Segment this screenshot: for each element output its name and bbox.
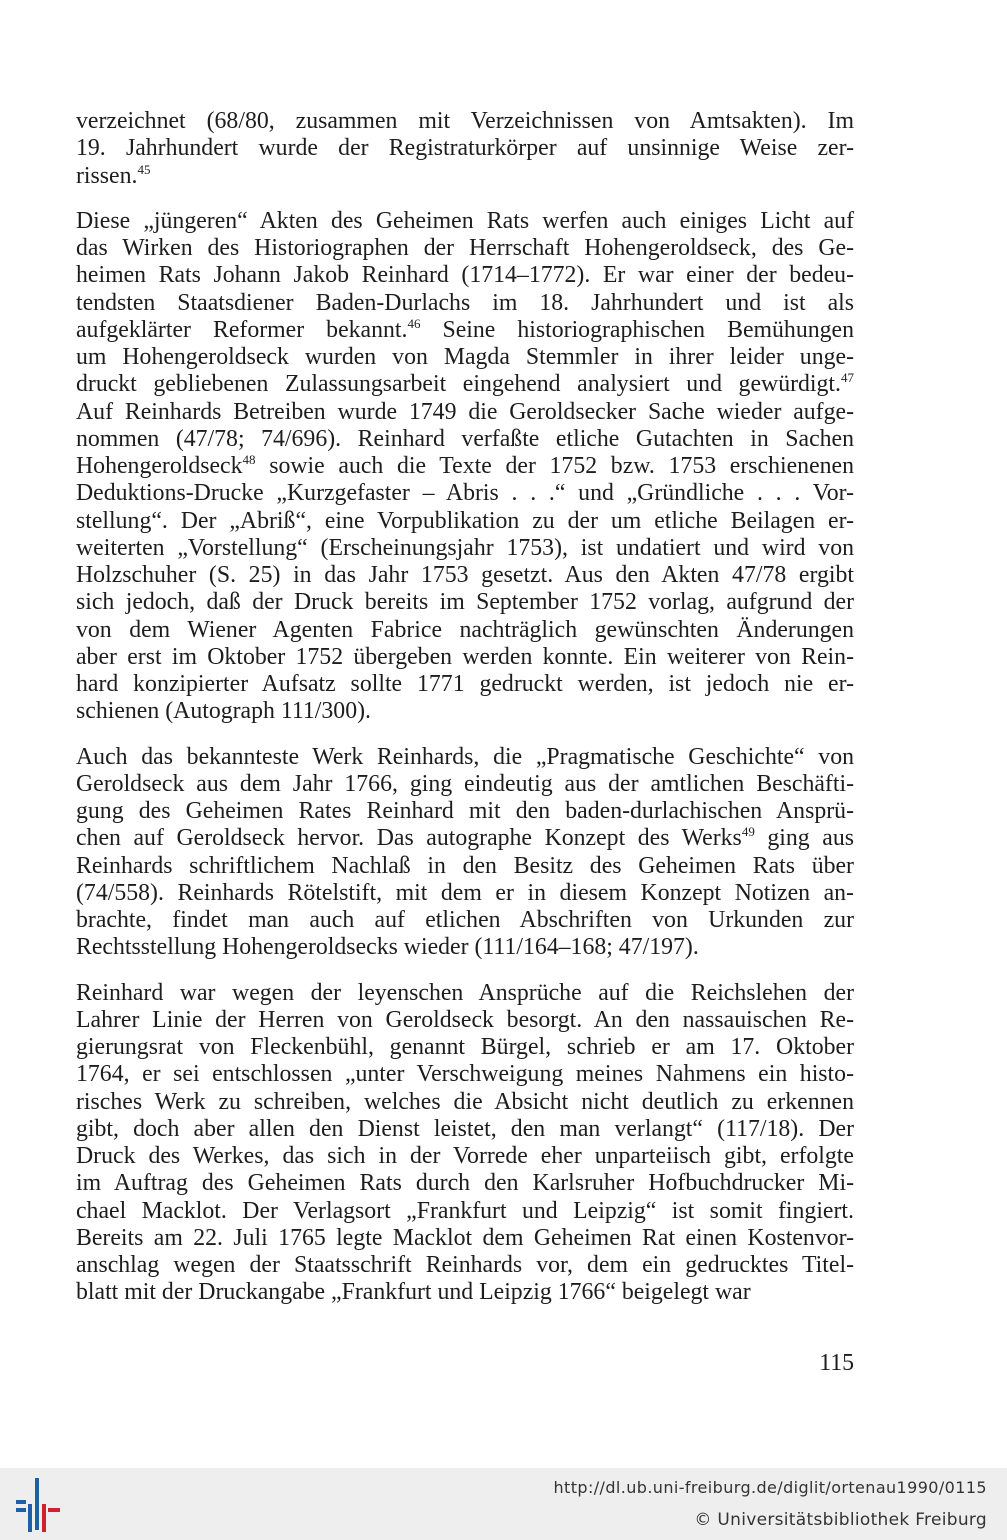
text-segment: gung des Geheimen Rates Reinhard mit den baden-durlachischen Ansprü-	[76, 798, 854, 824]
text-segment: um Hohengeroldseck wurden von Magda Stemmler in ihrer leider unge-	[76, 344, 854, 370]
text-segment: schienen (Autograph 111/300).	[76, 698, 371, 725]
page-body	[76, 108, 854, 1325]
footnote-ref: 49	[741, 824, 755, 840]
text-segment: Druck des Werkes, das sich in der Vorrede eher unparteiisch gibt, erfolgte	[76, 1143, 854, 1169]
text-line	[76, 208, 854, 235]
text-segment: heimen Rats Johann Jakob Reinhard (1714–1772). Er war einer der bedeu-	[76, 262, 854, 289]
text-segment: nommen (47/78; 74/696). Reinhard verfaßte etliche Gutachten in Sachen	[76, 425, 854, 452]
text-segment: gierungsrat von Fleckenbühl, genannt Bürgel, schrieb er am 17. Oktober	[76, 1034, 854, 1060]
text-line	[76, 290, 854, 317]
text-segment: aber erst im Oktober 1752 übergeben werden konnte. Ein weiterer von Rein-	[76, 643, 854, 670]
text-segment: das Wirken des Historiographen der Herrschaft Hohengeroldseck, des Ge-	[76, 235, 854, 261]
paragraph	[76, 208, 854, 726]
text-line	[76, 1225, 854, 1252]
text-line	[76, 317, 854, 344]
text-segment: Diese „jüngeren“ Akten des Geheimen Rats werfen auch einiges Licht auf	[76, 207, 854, 234]
text-segment: Geroldseck aus dem Jahr 1766, ging eindeutig aus der amtlichen Beschäfti-	[76, 770, 854, 797]
text-line	[76, 907, 854, 934]
text-segment: sowie auch die Texte der 1752 bzw. 1753 erschienenen	[255, 453, 854, 479]
text-line	[76, 1007, 854, 1034]
text-line	[76, 344, 854, 371]
text-segment: verzeichnet (68/80, zusammen mit Verzeichnissen von Amtsakten). Im	[76, 108, 854, 134]
text-segment: Auf Reinhards Betreiben wurde 1749 die Geroldsecker Sache wieder aufge-	[76, 398, 854, 425]
text-line	[76, 426, 854, 453]
text-line	[76, 880, 854, 907]
text-segment: Rechtsstellung Hohengeroldsecks wieder (111/164–168; 47/197).	[76, 934, 699, 961]
text-segment: Auch das bekannteste Werk Reinhards, die „Pragmatische Geschichte“ von	[76, 743, 854, 770]
text-segment: Reinhard war wegen der leyenschen Ansprüche auf die Reichslehen der	[76, 979, 854, 1006]
text-line	[76, 825, 854, 852]
text-line	[76, 562, 854, 589]
digital-copy-url[interactable]: http://dl.ub.uni-freiburg.de/diglit/ortenau1990/0115	[553, 1478, 987, 1497]
text-segment: 1764, er sei entschlossen „unter Verschweigung meines Nahmens ein histo-	[76, 1061, 854, 1088]
text-segment: hard konzipierter Aufsatz sollte 1771 gedruckt werden, ist jedoch nie er-	[76, 671, 854, 697]
text-segment: brachte, findet man auch auf etlichen Abschriften von Urkunden zur	[76, 907, 854, 933]
text-segment: gibt, doch aber allen den Dienst leistet, den man verlangt“ (117/18). Der	[76, 1115, 854, 1142]
text-segment: weiterten „Vorstellung“ (Erscheinungsjahr 1753), ist undatiert und wird von	[76, 534, 854, 561]
text-line	[76, 671, 854, 698]
footnote-ref: 47	[841, 370, 854, 386]
text-line	[76, 1034, 854, 1061]
text-segment: Hohengeroldseck	[76, 453, 243, 479]
text-line	[76, 589, 854, 616]
text-segment: Deduktions-Drucke „Kurzgefaster – Abris . . .“ und „Gründliche . . . Vor-	[76, 480, 854, 507]
text-segment: (74/558). Reinhards Rötelstift, mit dem er in diesem Konzept Notizen an-	[76, 879, 854, 906]
text-line	[76, 163, 854, 190]
ub-freiburg-logo-icon	[10, 1478, 64, 1532]
text-line	[76, 644, 854, 671]
text-line	[76, 508, 854, 535]
text-line	[76, 771, 854, 798]
text-segment: chael Macklot. Der Verlagsort „Frankfurt und Leipzig“ ist somit fingiert.	[76, 1197, 854, 1224]
text-segment: im Auftrag des Geheimen Rats durch den Karlsruher Hofbuchdrucker Mi-	[76, 1170, 854, 1197]
text-line	[76, 1198, 854, 1225]
text-line	[76, 453, 854, 480]
paragraph	[76, 744, 854, 962]
text-segment: rissen.	[76, 162, 138, 189]
paragraph	[76, 108, 854, 190]
text-segment: Seine historiographischen Bemühungen	[420, 316, 854, 343]
page-number: 115	[819, 1350, 854, 1376]
text-line	[76, 1279, 854, 1306]
paragraph	[76, 980, 854, 1307]
text-line	[76, 744, 854, 771]
footer-bar	[0, 1468, 1007, 1540]
footnote-ref: 48	[242, 452, 256, 467]
text-segment: Reinhards schriftlichem Nachlaß in den Besitz des Geheimen Rats über	[76, 852, 854, 879]
text-line	[76, 617, 854, 644]
text-line	[76, 853, 854, 880]
text-line	[76, 262, 854, 289]
text-line	[76, 798, 854, 825]
text-line	[76, 371, 854, 398]
text-line	[76, 1252, 854, 1279]
text-line	[76, 1143, 854, 1170]
text-line	[76, 108, 854, 135]
copyright-notice: © Universitätsbibliothek Freiburg	[694, 1510, 987, 1530]
text-line	[76, 235, 854, 262]
footnote-ref: 46	[407, 315, 421, 331]
text-segment: ging aus	[754, 825, 854, 852]
text-segment: tendsten Staatsdiener Baden-Durlachs im 18. Jahrhundert und ist als	[76, 289, 854, 316]
text-segment: Lahrer Linie der Herren von Geroldseck besorgt. An den nassauischen Re-	[76, 1006, 854, 1033]
text-segment: sich jedoch, daß der Druck bereits im September 1752 vorlag, aufgrund der	[76, 589, 854, 616]
text-segment: blatt mit der Druckangabe „Frankfurt und Leipzig 1766“ beigelegt war	[76, 1279, 751, 1306]
text-segment: von dem Wiener Agenten Fabrice nachträglich gewünschten Änderungen	[76, 616, 854, 643]
text-line	[76, 1116, 854, 1143]
footnote-ref: 45	[137, 161, 151, 177]
text-segment: chen auf Geroldseck hervor. Das autographe Konzept des Werks	[76, 825, 742, 852]
text-segment: Holzschuher (S. 25) in das Jahr 1753 gesetzt. Aus den Akten 47/78 ergibt	[76, 562, 854, 588]
text-segment: risches Werk zu schreiben, welches die Absicht nicht deutlich zu erkennen	[76, 1088, 854, 1115]
text-line	[76, 1061, 854, 1088]
text-line	[76, 399, 854, 426]
text-line	[76, 698, 854, 725]
text-segment: aufgeklärter Reformer bekannt.	[76, 316, 408, 343]
text-segment: stellung“. Der „Abriß“, eine Vorpublikation zu der um etliche Beilagen er-	[76, 507, 854, 534]
text-segment: Bereits am 22. Juli 1765 legte Macklot dem Geheimen Rat einen Kostenvor-	[76, 1224, 854, 1251]
text-segment: anschlag wegen der Staatsschrift Reinhards vor, dem ein gedrucktes Titel-	[76, 1252, 854, 1278]
text-line	[76, 934, 854, 961]
text-segment: druckt gebliebenen Zulassungsarbeit eingehend analysiert und gewürdigt.	[76, 371, 841, 398]
text-line	[76, 1170, 854, 1197]
text-line	[76, 1089, 854, 1116]
text-line	[76, 980, 854, 1007]
text-line	[76, 135, 854, 162]
text-line	[76, 480, 854, 507]
text-line	[76, 535, 854, 562]
text-segment: 19. Jahrhundert wurde der Registraturkörper auf unsinnige Weise zer-	[76, 135, 854, 162]
